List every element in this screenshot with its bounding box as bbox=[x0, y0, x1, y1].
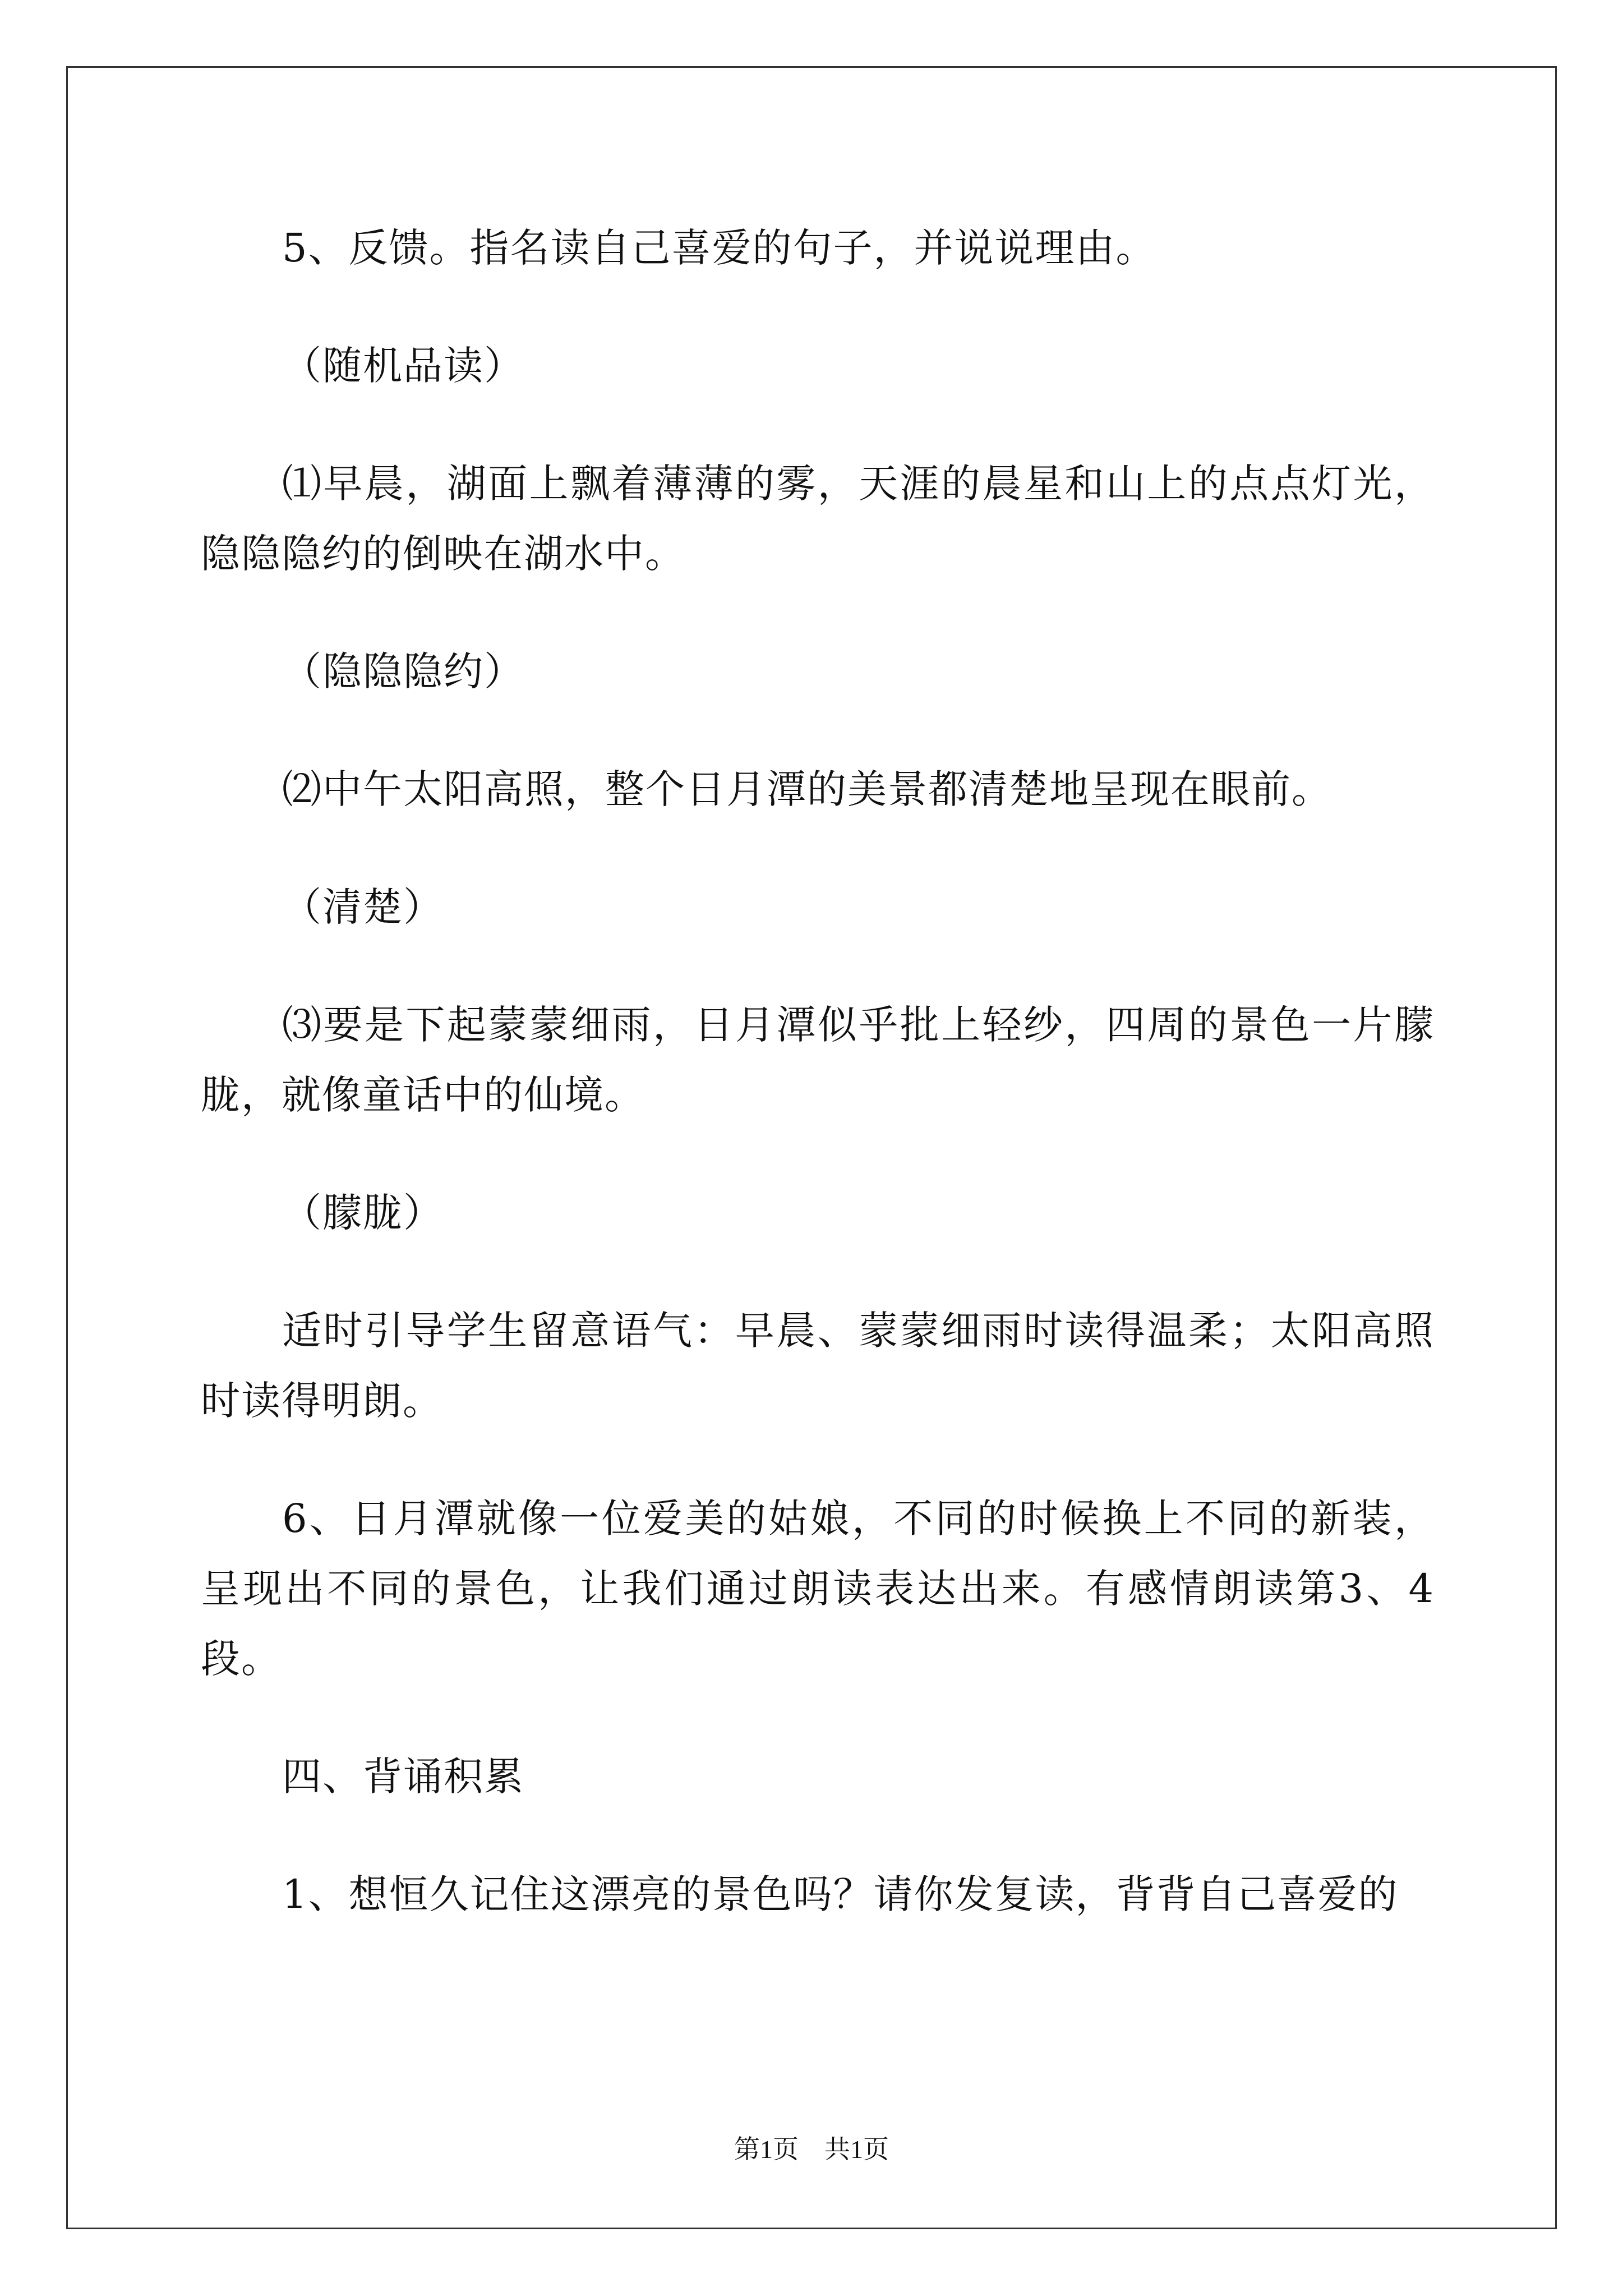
paragraph-feedback: 5、反馈。指名读自己喜爱的句子，并说说理由。 bbox=[282, 225, 1156, 271]
document-body bbox=[201, 213, 1435, 1977]
paragraph-sentence-2: ⑵中午太阳高照，整个日月潭的美景都清楚地呈现在眼前。 bbox=[282, 766, 1332, 812]
paragraph-random-reading: （随机品读） bbox=[282, 343, 524, 389]
paragraph-sentence-1: ⑴早晨，湖面上飘着薄薄的雾，天涯的晨星和山上的点点灯光，隐隐隐约的倒映在湖水中。 bbox=[201, 461, 1435, 577]
paragraph-recite-1: 1、想恒久记住这漂亮的景色吗？请你发复读，背背自己喜爱的 bbox=[282, 1871, 1399, 1917]
paragraph-keyword-3: （朦胧） bbox=[282, 1190, 444, 1236]
paragraph-tone-guidance: 适时引导学生留意语气：早晨、蒙蒙细雨时读得温柔；太阳高照时读得明朗。 bbox=[201, 1308, 1435, 1424]
paragraph-step-6: 6、日月潭就像一位爱美的姑娘，不同的时候换上不同的新装，呈现出不同的景色，让我们通过朗读表达出来。有感情朗读第3、4段。 bbox=[201, 1496, 1435, 1682]
paragraph-keyword-2: （清楚） bbox=[282, 884, 444, 930]
paragraph-keyword-1: （隐隐隐约） bbox=[282, 648, 524, 694]
page-footer: 第1页 共1页 bbox=[734, 2135, 889, 2164]
section-heading-recite: 四、背诵积累 bbox=[282, 1754, 524, 1800]
paragraph-sentence-3: ⑶要是下起蒙蒙细雨，日月潭似乎批上轻纱，四周的景色一片朦胧，就像童话中的仙境。 bbox=[201, 1002, 1435, 1118]
